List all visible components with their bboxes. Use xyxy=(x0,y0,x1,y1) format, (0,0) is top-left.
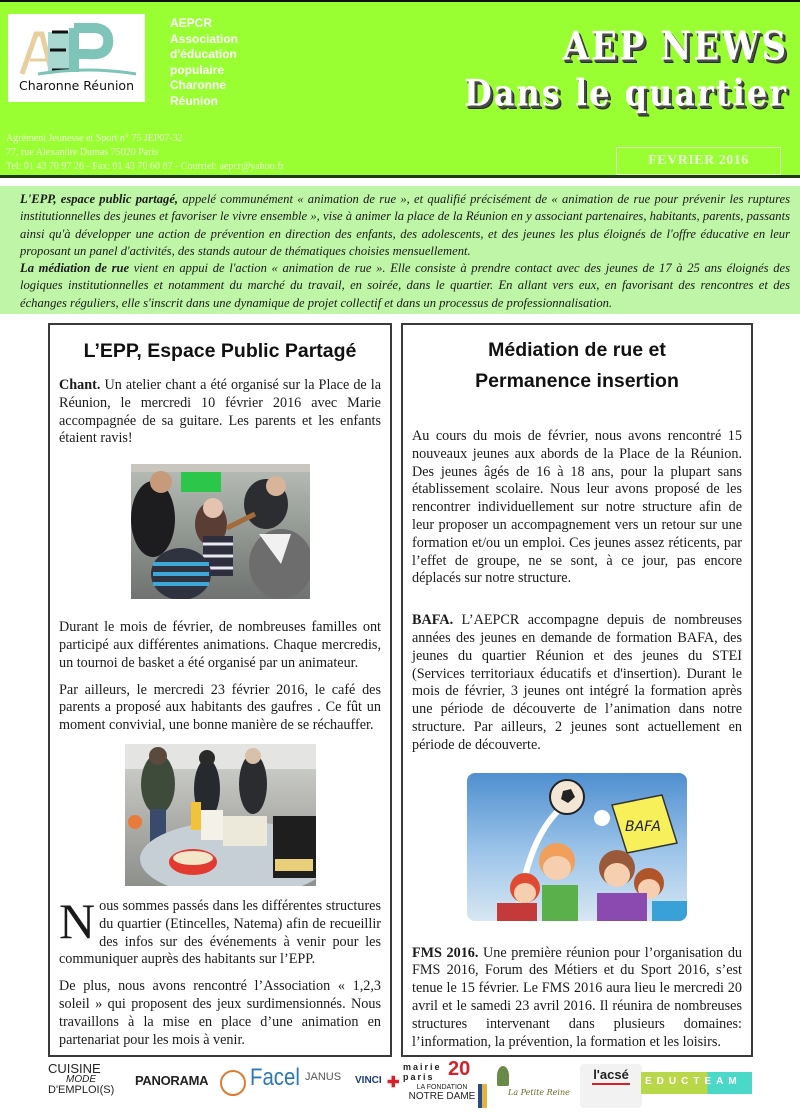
logo-cuisine-line1: CUISINE xyxy=(48,1061,101,1076)
intro-band xyxy=(0,186,800,314)
logo-fondation-notre-dame xyxy=(407,1084,477,1102)
soleil-paragraph: De plus, nous avons rencontré l’Association « 1,2,3 soleil » qui proposent des jeux surdimensionnés. Nous travaillons à la mise en place d’une animation en partenariat pour les mois à venir. xyxy=(59,978,381,1048)
dropcap: N xyxy=(59,892,96,949)
aepcr-logo xyxy=(8,14,145,102)
petite-reine-bike-icon xyxy=(497,1066,509,1086)
logo-educteam xyxy=(641,1072,752,1094)
bafa-paragraph xyxy=(412,612,742,754)
masthead-subtitle: Dans le quartier xyxy=(464,71,788,115)
association-name-line: Association xyxy=(170,31,239,46)
cafe-paragraph: Par ailleurs, le mercredi 23 février 2016, le café des parents a proposé aux habitants des gaufres . Ce fût un moment convivial, une bonne manière de se réchauffer. xyxy=(59,681,381,734)
intro-epp-text: appelé communément « animation de rue », et qualifié précisément de « animation de rue pour prévenir les ruptures institutionnelles des jeunes et favoriser le vivre ensemble », vise à animer la place de la Réunion en y associant partenaires, habitants, parents, passants ainsi qu'à développer une action de prévention en direction des enfants, des adolescents, et des jeunes les plus éloignés de l'offre éducative en leur proposant un panel d'activités, des stands autour de thématiques choisies mensuellement. xyxy=(20,192,790,258)
intro-mediation-paragraph xyxy=(20,260,790,312)
logo-acse-text: l'acsé xyxy=(593,1067,629,1082)
mediation-title-line1: Médiation de rue et xyxy=(488,339,666,361)
association-name-line: d'éducation xyxy=(170,47,237,62)
chant-text: Un atelier chant a été organisé sur la Place de la Réunion, le mercredi 10 février 2016 avec Marie accompagnée de sa guitare. Les parents et les enfants étaient ravis! xyxy=(59,377,381,447)
facel-globe-icon xyxy=(220,1070,246,1096)
masthead-title: AEP NEWS xyxy=(562,24,788,70)
epp-article-title: L’EPP, Espace Public Partagé xyxy=(83,340,357,362)
intro-epp-paragraph xyxy=(20,191,790,260)
logo-facel: Facel xyxy=(250,1064,300,1091)
logo-mairie-number: 20 xyxy=(448,1058,471,1080)
fms-lead: FMS 2016. xyxy=(412,944,479,961)
logo-vinci: VINCI xyxy=(355,1075,382,1086)
bafa-text: L’AEPCR accompagne depuis de nombreuses années des jeunes en demande de formation BAFA, des jeunes du quartier Réunion et des jeunes du STEI (Services territoriaux éducatifs et d'insertion). Durant le mois de février, 3 jeunes ont intégré la formation après une période de découverte de l’animation dans notre structure. Par ailleurs, 2 jeunes sont actuellement en période de découverte. xyxy=(412,612,742,753)
masthead xyxy=(464,24,788,115)
logo-janus: JANUS xyxy=(305,1071,342,1083)
intro-mediation-lead: La médiation de rue xyxy=(20,261,130,276)
logo-acse xyxy=(580,1064,642,1108)
logo-fondation-line1: LA FONDATION xyxy=(416,1084,468,1091)
mediation-article-title xyxy=(412,335,742,397)
mediation-title-line2: Permanence insertion xyxy=(475,370,679,392)
rencontre-paragraph: Au cours du mois de février, nous avons rencontré 15 nouveaux jeunes aux abords de la Place de la Réunion. Des jeunes âgés de 16 à 18 ans, pour la plupart sans établissement scolaire. Nous leur avons proposé de les rencontrer individuellement sur notre structure afin de leur proposer un accompagnement vers un retour sur une formation et/ou un emploi. Ces jeunes assez réticents, par l’effet de groupe, ne se sont, à ce jour, pas encore déplacés sur notre structure. xyxy=(412,428,742,587)
structures-text: ous sommes passés dans les différentes structures du quartier (Etincelles, Natema) afin de recueillir des infos sur des événements à venir pour les communiquer auprès des habitants sur l’EPP. xyxy=(59,897,381,968)
fms-paragraph xyxy=(412,945,742,1052)
structures-paragraph xyxy=(59,892,381,969)
association-name xyxy=(170,16,280,110)
phone-email-line: Tel: 01 43 70 97 26 - Fax: 01 43 70 60 87 - Courriel: aepcr@yahoo.fr xyxy=(6,161,284,172)
logo-cuisine-mode-emplois xyxy=(48,1063,120,1096)
mediation-article xyxy=(401,323,753,1057)
chant-photo-icon xyxy=(131,464,310,599)
association-name-line: Réunion xyxy=(170,93,218,108)
logo-la-petite-reine: La Petite Reine xyxy=(508,1088,570,1097)
newsletter-header xyxy=(0,0,800,178)
bafa-sign-text: BAFA xyxy=(625,818,661,835)
association-name-line: populaire xyxy=(170,62,225,77)
familles-paragraph: Durant le mois de février, de nombreuses familles ont participé aux différentes animations. Chaque mercredis, un tournoi de basket a été organisé par un animateur. xyxy=(59,619,381,671)
partner-logos xyxy=(0,1060,800,1113)
logo-caption: Charonne Réunion xyxy=(18,78,135,93)
logo-panorama: PANORAMA xyxy=(135,1073,209,1088)
chant-lead: Chant. xyxy=(59,377,101,393)
chant-photo xyxy=(131,464,310,599)
issue-date: FEVRIER 2016 xyxy=(616,147,781,175)
cafe-photo xyxy=(125,744,316,886)
logo-cuisine-line2: MODE xyxy=(66,1074,96,1085)
logo-cuisine-line3: D'EMPLOI(S) xyxy=(48,1084,115,1096)
association-name-line: AEPCR xyxy=(170,16,213,30)
notre-dame-emblem-icon xyxy=(478,1084,487,1108)
logo-educteam-text: EDUCTEAM xyxy=(645,1076,742,1087)
agrement-line: Agrément Jeunesse et Sport n° 75 JEP07-32 xyxy=(6,133,183,144)
bafa-cartoon-icon xyxy=(467,773,687,921)
chant-paragraph xyxy=(59,377,381,448)
acse-underline-icon xyxy=(592,1083,630,1085)
vinci-plus-icon: ✚ xyxy=(387,1074,400,1091)
intro-mediation-text: vient en appui de l'action « animation de rue ». Elle consiste à prendre contact avec des jeunes de 17 à 25 ans éloignés des logiques institutionnelles et notamment du marché du travail, en soirée, dans le quartier. En allant vers eux, en favorisant des rencontres et des échanges réguliers, elle s'inscrit dans une dynamique de projet collectif et dans un processus de professionnalisation. xyxy=(20,261,790,310)
contact-info xyxy=(6,132,426,174)
association-name-line: Charonne xyxy=(170,78,227,93)
epp-article xyxy=(48,323,392,1057)
fms-text: Une première réunion pour l’organisation du FMS 2016, Forum des Métiers et du Sport 2016, s’est tenue le 15 février. Le FMS 2016 aura lieu le mercredi 20 avril et le samedi 23 avril 2016. Il réunira de nombreuses structures intervenant dans plusieurs domaines: l’information, la prévention, la formation et les loisirs. xyxy=(412,944,743,1050)
bafa-lead: BAFA. xyxy=(412,612,454,629)
intro-epp-lead: L'EPP, espace public partagé, xyxy=(20,192,179,206)
address-line: 77, rue Alexandre Dumas 75020 Paris xyxy=(6,147,159,158)
logo-mairie-line2: paris xyxy=(403,1072,435,1082)
logo-mairie-line1: mairie xyxy=(403,1062,442,1072)
bafa-illustration xyxy=(467,773,687,921)
logo-fondation-line2: NOTRE DAME xyxy=(408,1091,476,1102)
cafe-photo-icon xyxy=(125,744,316,886)
